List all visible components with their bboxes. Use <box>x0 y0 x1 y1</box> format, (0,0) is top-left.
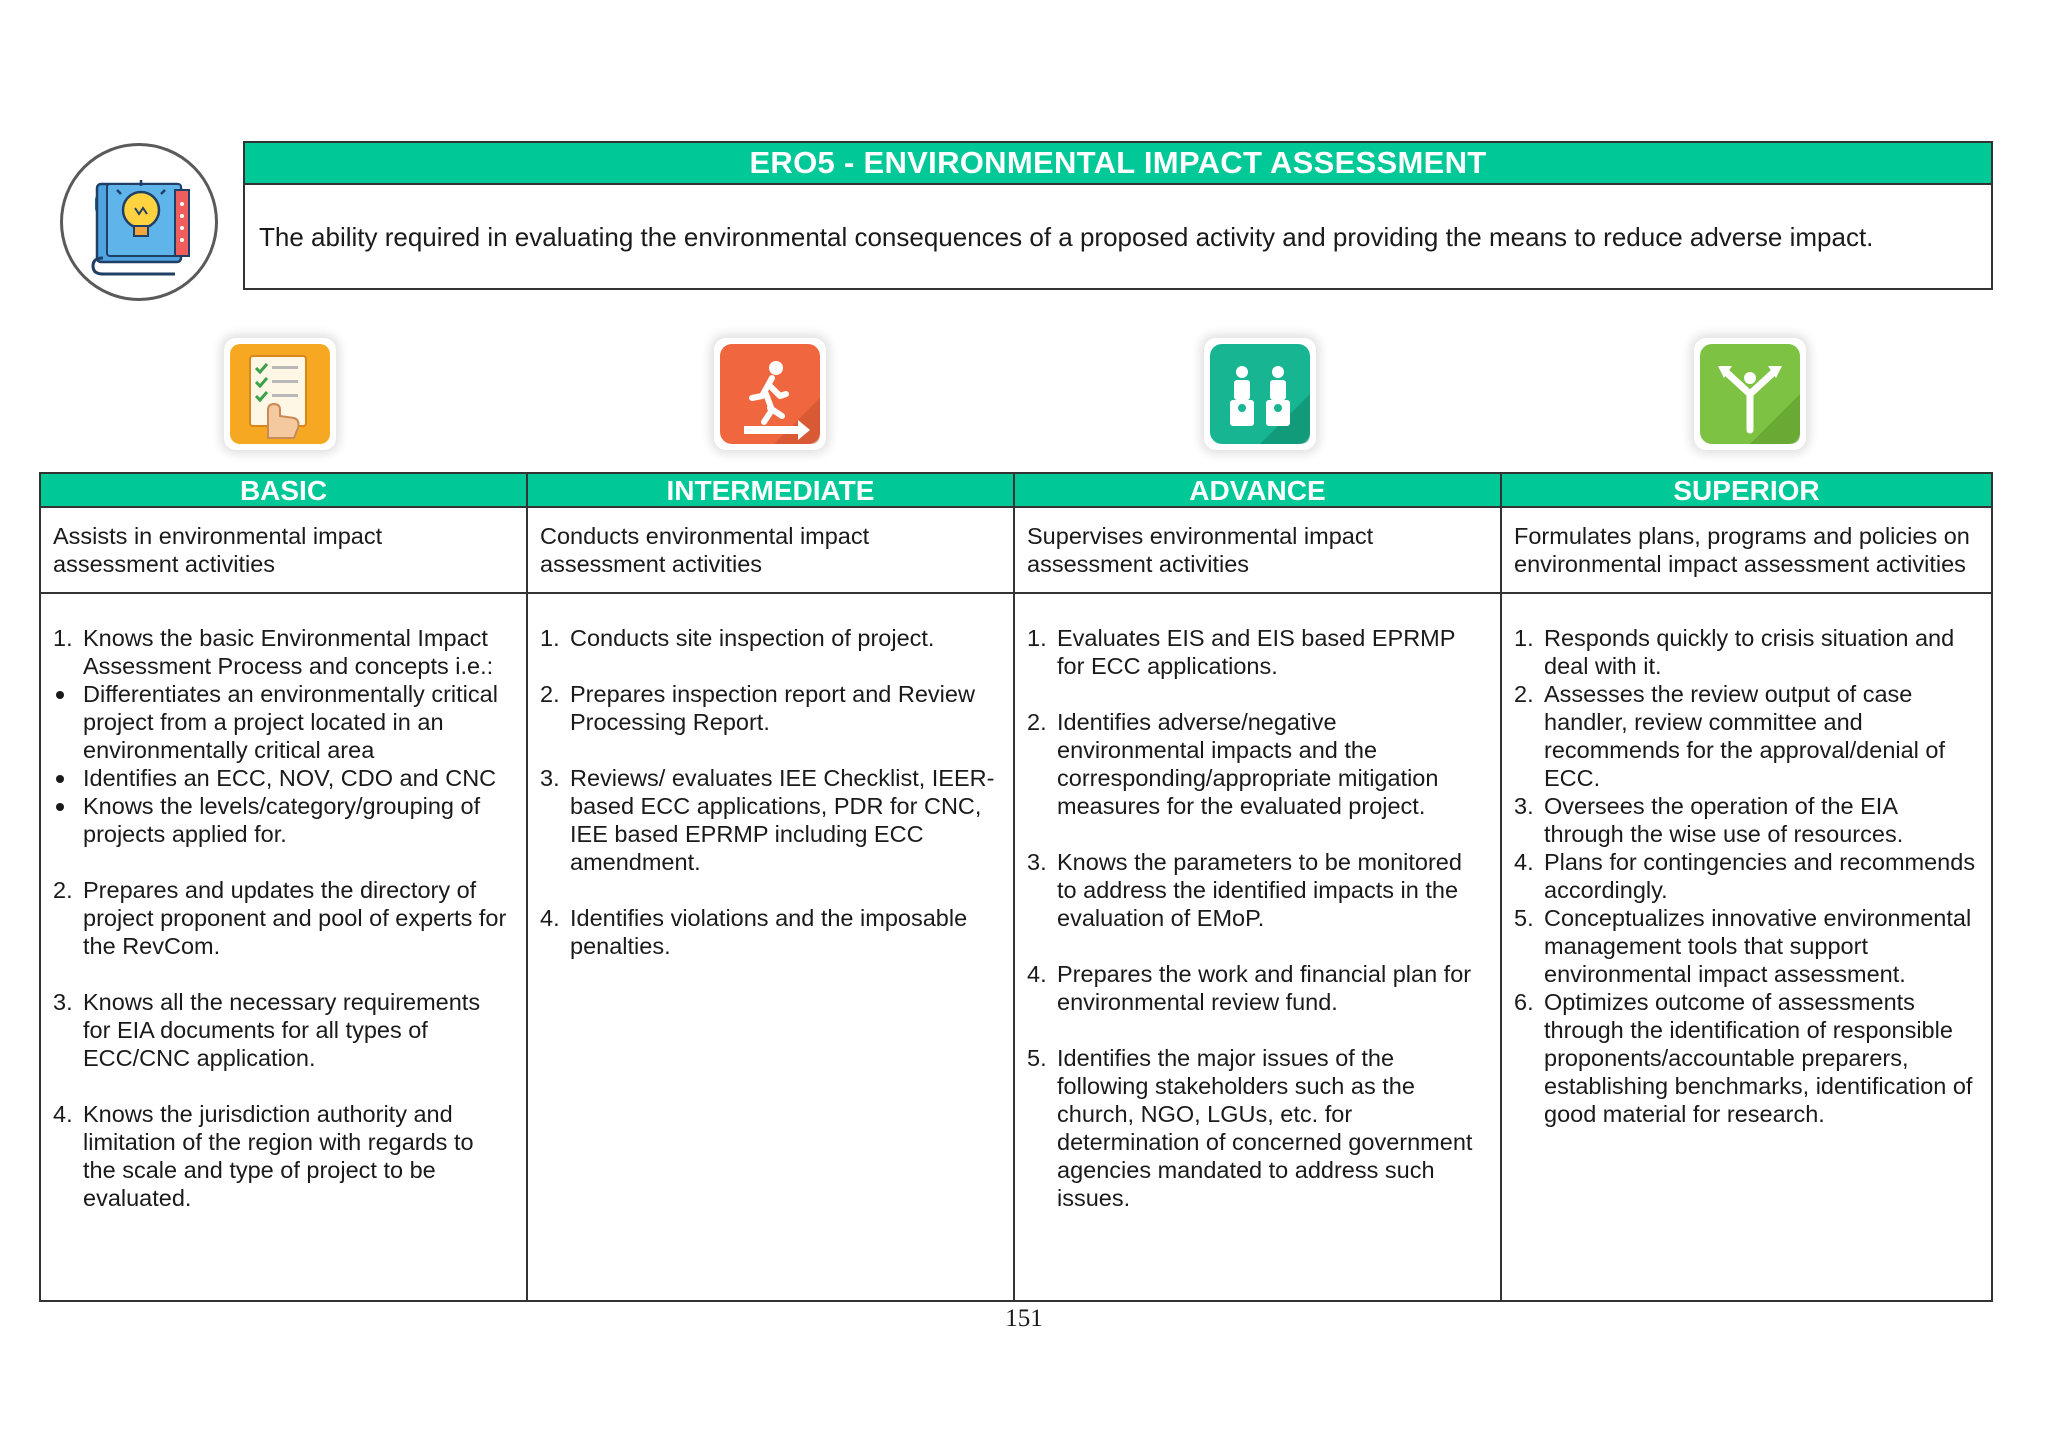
superior-level-icon <box>1694 338 1806 450</box>
sub-list <box>53 680 512 848</box>
competency-header <box>243 141 1993 290</box>
page-number: 151 <box>1005 1305 1043 1332</box>
list-item: 1. Knows the basic Environmental Impact Assessment Process and concepts i.e.: <box>53 625 494 679</box>
basic-level-icon <box>224 338 336 450</box>
sub-list-item: Knows the levels/category/grouping of projects applied for. <box>53 792 512 848</box>
list-item: 2. Assesses the review output of case handler, review committee and recommends for the approval/denial of ECC. <box>1514 681 1946 791</box>
running-person-exit-icon <box>714 338 826 450</box>
list-item: 4. Knows the jurisdiction authority and limitation of the region with regards to the scale and type of project to be evaluated. <box>53 1101 474 1211</box>
sub-list-item: Differentiates an environmentally critical project from a project located in an environmentally critical area <box>53 680 512 764</box>
level-summary-basic: Assists in environmental impact assessment activities <box>41 508 528 594</box>
list-item: 1. Evaluates EIS and EIS based EPRMP for ECC applications. <box>1027 625 1455 679</box>
competency-description: The ability required in evaluating the environmental consequences of a proposed activity and providing the means to reduce adverse impact. <box>259 222 1874 252</box>
list-item: 3. Oversees the operation of the EIA through the wise use of resources. <box>1514 793 1904 847</box>
advance-level-icon <box>1204 338 1316 450</box>
level-summary-intermediate: Conducts environmental impact assessment activities <box>528 508 1015 594</box>
lightbulb-book-icon <box>63 146 215 298</box>
list-item: 1. Responds quickly to crisis situation and deal with it. <box>1514 625 1955 679</box>
level-header-intermediate: INTERMEDIATE <box>528 474 1015 508</box>
competency-logo <box>60 143 218 301</box>
level-indicators-basic <box>41 594 528 1300</box>
list-item: 4. Plans for contingencies and recommends accordingly. <box>1514 849 1976 903</box>
level-summary-advance: Supervises environmental impact assessment activities <box>1015 508 1502 594</box>
list-item: 3. Knows the parameters to be monitored to address the identified impacts in the evaluation of EMoP. <box>1027 849 1462 931</box>
list-item: 2. Identifies adverse/negative environmental impacts and the corresponding/appropriate mitigation measures for the evaluated project. <box>1027 709 1439 819</box>
checklist-hand-icon <box>224 338 336 450</box>
intermediate-level-icon <box>714 338 826 450</box>
list-item: 5. Identifies the major issues of the following stakeholders such as the church, NGO, LGUs, etc. for determination of concerned government agencies mandated to address such issues. <box>1027 1045 1473 1211</box>
list-item: 4. Prepares the work and financial plan for environmental review fund. <box>1027 961 1472 1015</box>
supervising-people-icon <box>1204 338 1316 450</box>
list-item: 4. Identifies violations and the imposable penalties. <box>540 905 968 959</box>
level-indicators-superior <box>1502 594 1991 1300</box>
list-item: 6. Optimizes outcome of assessments through the identification of responsible proponents/accountable preparers, establishing benchmarks, identification of good material for research. <box>1514 989 1973 1127</box>
level-indicators-intermediate <box>528 594 1015 1300</box>
level-summary-superior: Formulates plans, programs and policies on environmental impact assessment activities <box>1502 508 1991 594</box>
diverging-arrows-icon <box>1694 338 1806 450</box>
level-header-superior: SUPERIOR <box>1502 474 1991 508</box>
list-item: 2. Prepares and updates the directory of project proponent and pool of experts for the RevCom. <box>53 877 507 959</box>
level-header-basic: BASIC <box>41 474 528 508</box>
competency-levels-table <box>39 472 1993 1302</box>
list-item: 5. Conceptualizes innovative environmental management tools that support environmental impact assessment. <box>1514 905 1972 987</box>
list-item: 3. Knows all the necessary requirements for EIA documents for all types of ECC/CNC application. <box>53 989 481 1071</box>
level-header-advance: ADVANCE <box>1015 474 1502 508</box>
list-item: 3. Reviews/ evaluates IEE Checklist, IEER-based ECC applications, PDR for CNC, IEE based EPRMP including ECC amendment. <box>540 765 995 875</box>
list-item: 1. Conducts site inspection of project. <box>540 625 935 651</box>
list-item: 2. Prepares inspection report and Review Processing Report. <box>540 681 975 735</box>
competency-title: ERO5 - ENVIRONMENTAL IMPACT ASSESSMENT <box>245 143 1991 185</box>
sub-list-item: Identifies an ECC, NOV, CDO and CNC <box>53 764 512 792</box>
level-indicators-advance <box>1015 594 1502 1300</box>
